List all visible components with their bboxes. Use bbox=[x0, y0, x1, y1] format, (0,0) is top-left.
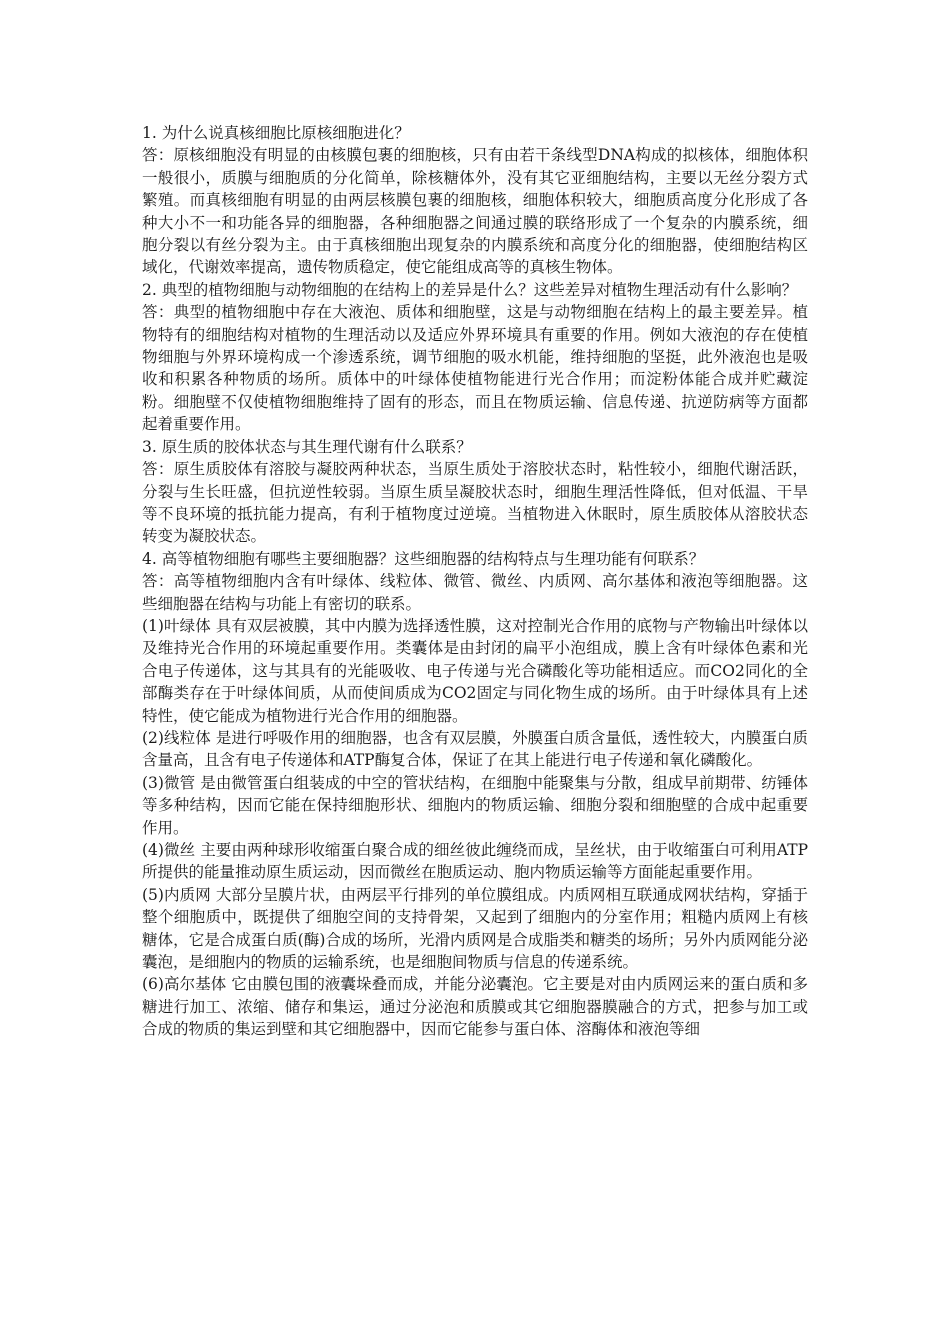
answer-4-microtubule: (3)微管 是由微管蛋白组装成的中空的管状结构，在细胞中能聚集与分散，组成早前期带、纺锤体等多种结构，因而它能在保持细胞形状、细胞内的物质运输、细胞分裂和细胞壁的合成中起重要作用。 bbox=[142, 773, 808, 837]
answer-4-microfilament: (4)微丝 主要由两种球形收缩蛋白聚合成的细丝彼此缠绕而成，呈丝状，由于收缩蛋白可利用ATP所提供的能量推动原生质运动，因而微丝在胞质运动、胞内物质运输等方面能起重要作用。 bbox=[142, 841, 808, 882]
question-3: 3. 原生质的胶体状态与其生理代谢有什么联系？ bbox=[142, 437, 472, 456]
answer-4-endoplasmic-reticulum: (5)内质网 大部分呈膜片状，由两层平行排列的单位膜组成。内质网相互联通成网状结构，穿插于整个细胞质中，既提供了细胞空间的支持骨架，又起到了细胞内的分室作用；粗糙内质网上有核糖体，它是合成蛋白质(酶)合成的场所，光滑内质网是合成脂类和糖类的场所；另外内质网能分泌囊泡，是细胞内的物质的运输系统，也是细胞间物质与信息的传递系统。 bbox=[142, 885, 808, 972]
answer-3: 答：原生质胶体有溶胶与凝胶两种状态，当原生质处于溶胶状态时，粘性较小，细胞代谢活跃，分裂与生长旺盛，但抗逆性较弱。当原生质呈凝胶状态时，细胞生理活性降低，但对低温、干旱等不良环境的抵抗能力提高，有利于植物度过逆境。当植物进入休眠时，原生质胶体从溶胶状态转变为凝胶状态。 bbox=[142, 460, 808, 546]
question-4: 4. 高等植物细胞有哪些主要细胞器？这些细胞器的结构特点与生理功能有何联系？ bbox=[142, 549, 705, 568]
answer-4-mitochondria: (2)线粒体 是进行呼吸作用的细胞器，也含有双层膜，外膜蛋白质含量低，透性较大，内膜蛋白质含量高，且含有电子传递体和ATP酶复合体，保证了在其上能进行电子传递和氧化磷酸化。 bbox=[142, 728, 808, 770]
document-body bbox=[142, 122, 808, 1041]
answer-4-chloroplast: (1)叶绿体 具有双层被膜，其中内膜为选择透性膜，这对控制光合作用的底物与产物输出叶绿体以及维持光合作用的环境起重要作用。类囊体是由封闭的扁平小泡组成，膜上含有叶绿体色素和光合电子传递体，这与其具有的光能吸收、电子传递与光合磷酸化等功能相适应。而CO2同化的全部酶类存在于叶绿体间质，从而使间质成为CO2固定与同化物生成的场所。由于叶绿体具有上述特性，使它能成为植物进行光合作用的细胞器。 bbox=[142, 616, 808, 725]
answer-4-golgi: (6)高尔基体 它由膜包围的液囊垛叠而成，并能分泌囊泡。它主要是对由内质网运来的蛋白质和多糖进行加工、浓缩、储存和集运，通过分泌泡和质膜或其它细胞器膜融合的方式，把参与加工或合成的物质的集运到壁和其它细胞器中，因而它能参与蛋白体、溶酶体和液泡等细 bbox=[142, 975, 808, 1039]
question-1: 1. 为什么说真核细胞比原核细胞进化？ bbox=[142, 124, 410, 142]
answer-1: 答：原核细胞没有明显的由核膜包裹的细胞核，只有由若干条线型DNA构成的拟核体，细胞体积一般很小，质膜与细胞质的分化简单，除核糖体外，没有其它亚细胞结构，主要以无丝分裂方式繁殖。而真核细胞有明显的由两层核膜包裹的细胞核，细胞体积较大，细胞质高度分化形成了各种大小不一和功能各异的细胞器，各种细胞器之间通过膜的联络形成了一个复杂的内膜系统，细胞分裂以有丝分裂为主。由于真核细胞出现复杂的内膜系统和高度分化的细胞器，使细胞结构区域化，代谢效率提高，遗传物质稳定，使它能组成高等的真核生物体。 bbox=[142, 146, 808, 277]
question-2: 2. 典型的植物细胞与动物细胞的在结构上的差异是什么？这些差异对植物生理活动有什么影响？ bbox=[142, 280, 798, 299]
answer-2: 答：典型的植物细胞中存在大液泡、质体和细胞壁，这是与动物细胞在结构上的最主要差异。植物特有的细胞结构对植物的生理活动以及适应外界环境具有重要的作用。例如大液泡的存在使植物细胞与外界环境构成一个渗透系统，调节细胞的吸水机能，维持细胞的坚挺，此外液泡也是吸收和积累各种物质的场所。质体中的叶绿体使植物能进行光合作用；而淀粉体能合成并贮藏淀粉。细胞壁不仅使植物细胞维持了固有的形态，而且在物质运输、信息传递、抗逆防病等方面都起着重要作用。 bbox=[142, 303, 808, 434]
answer-4-intro: 答：高等植物细胞内含有叶绿体、线粒体、微管、微丝、内质网、高尔基体和液泡等细胞器。这些细胞器在结构与功能上有密切的联系。 bbox=[142, 572, 808, 613]
